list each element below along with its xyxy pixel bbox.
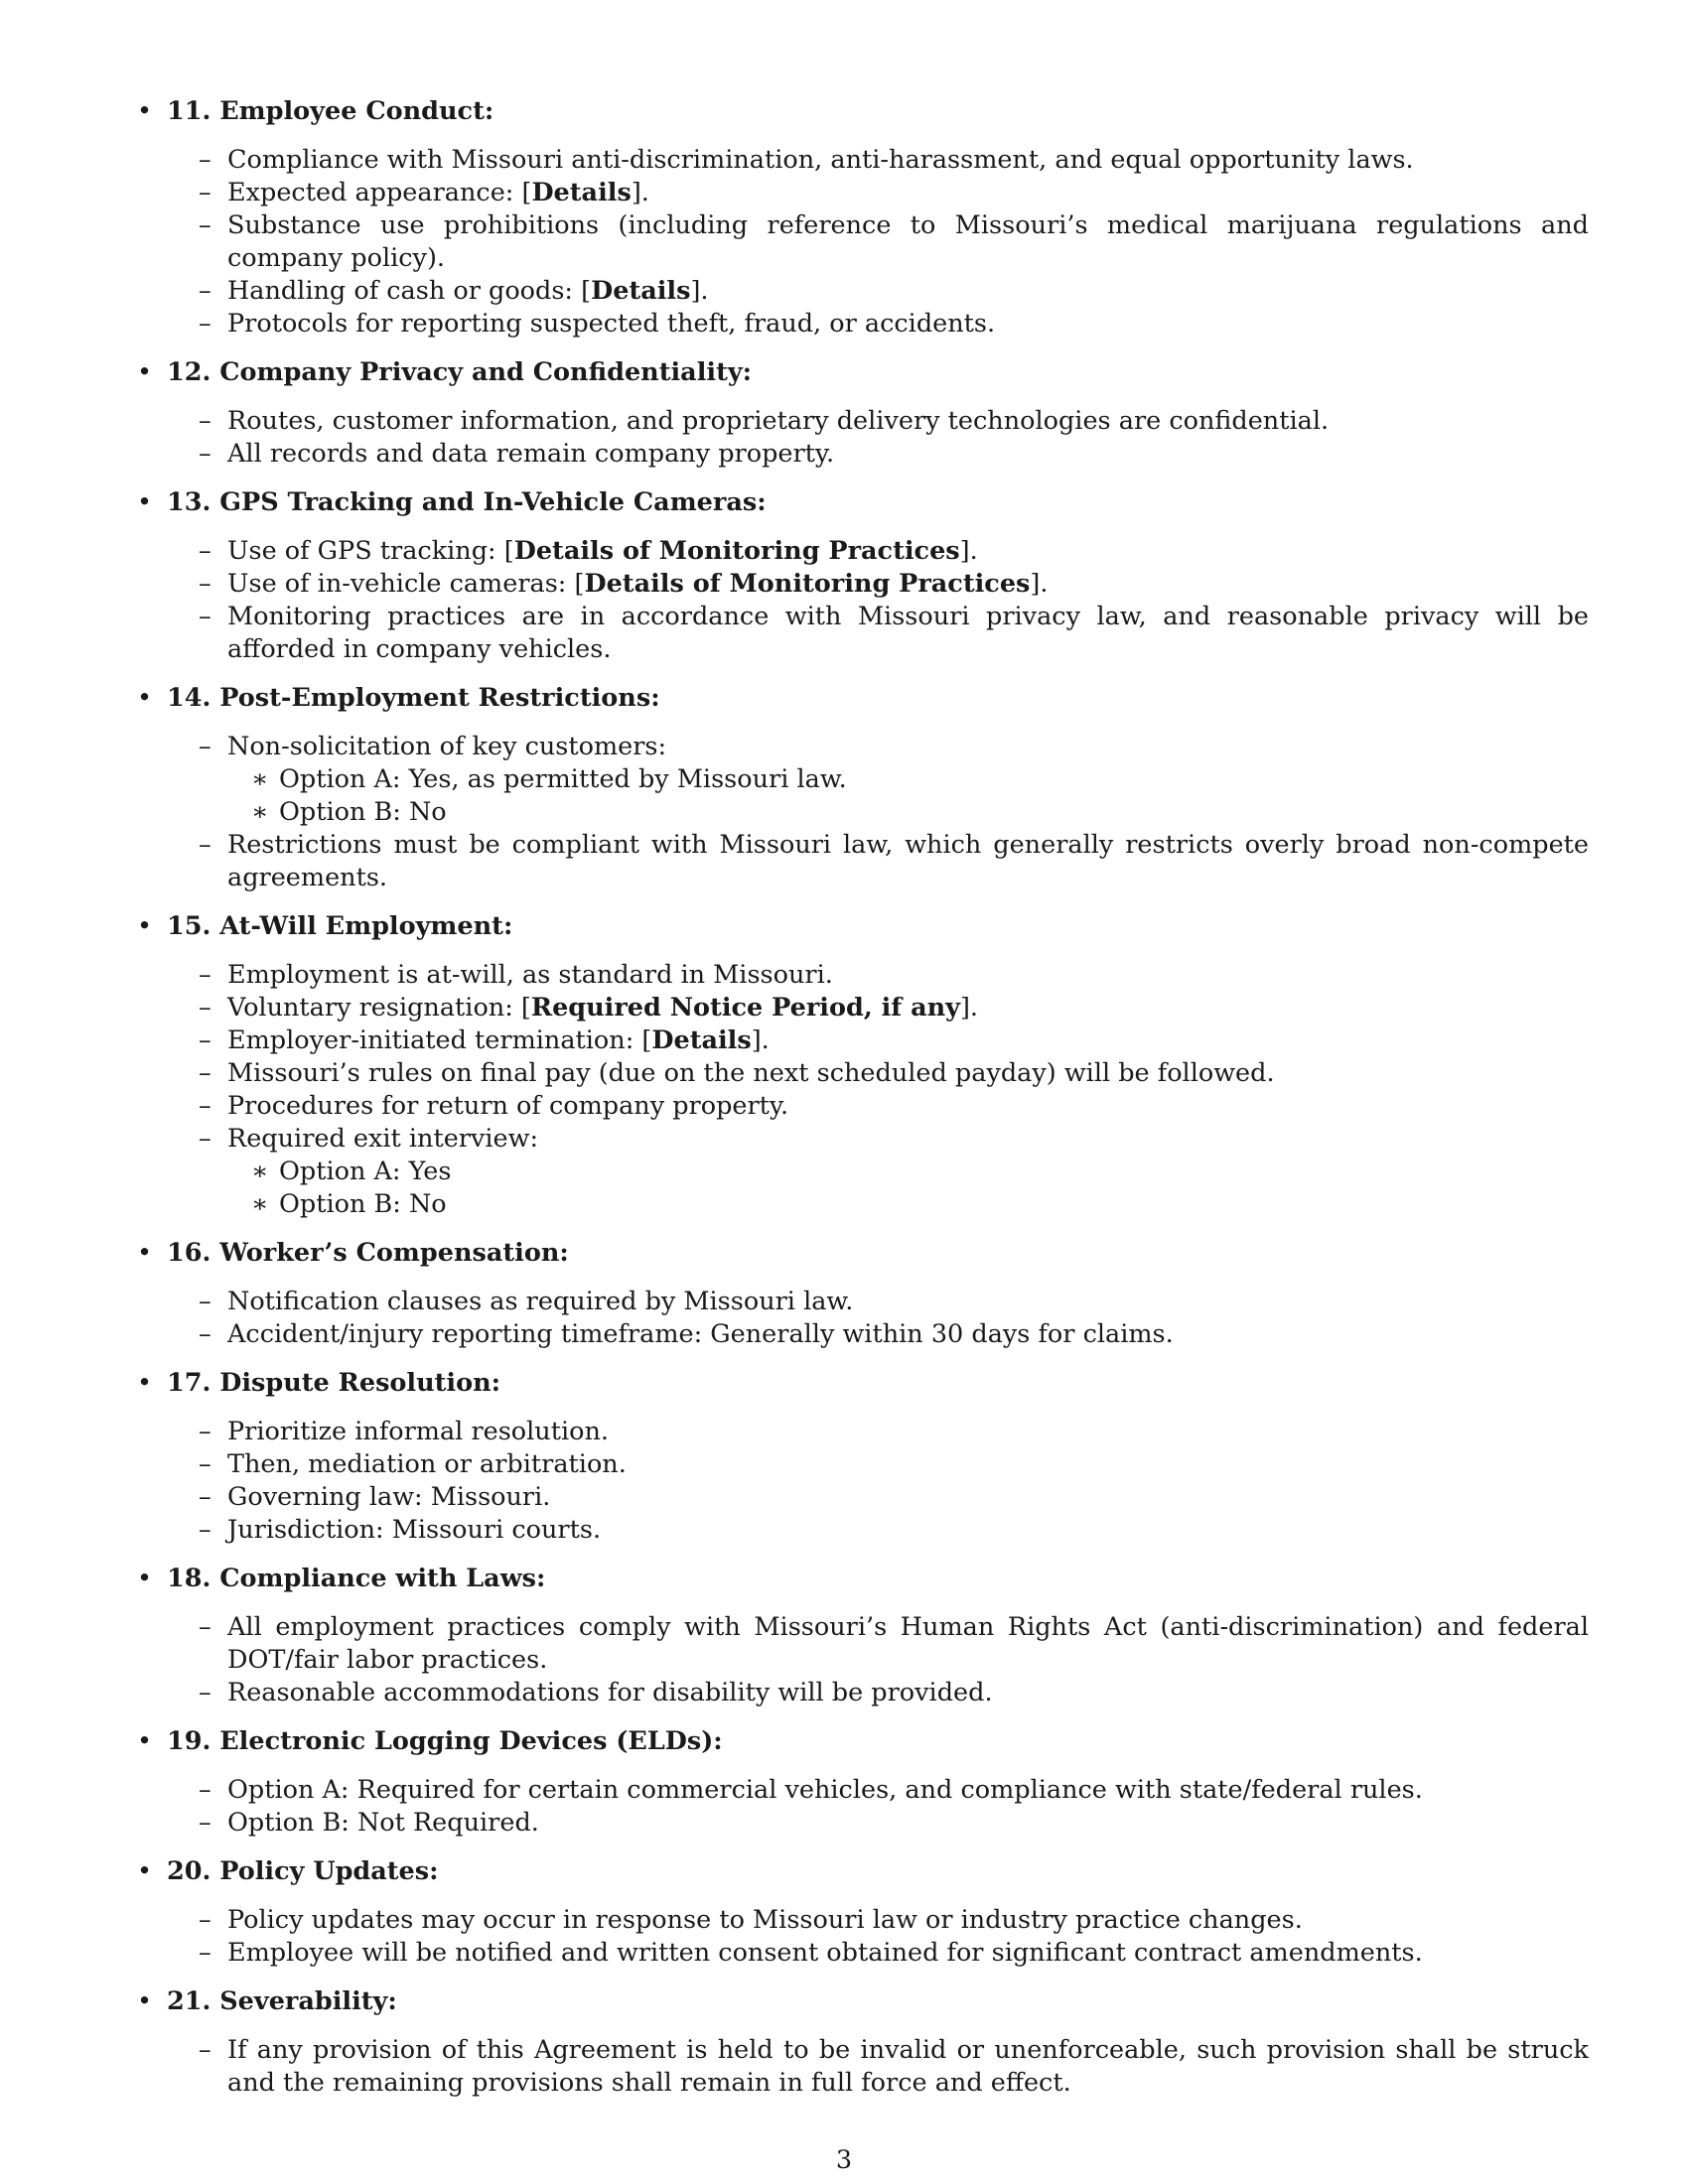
clause-item — [135, 959, 1589, 992]
placeholder-text: Required Notice Period, if any — [530, 993, 960, 1023]
section — [135, 1855, 1589, 1970]
clause-text: Accident/injury reporting timeframe: Generally within 30 days for claims. — [227, 1319, 1174, 1349]
clause-text: Employee will be notified and written consent obtained for significant contract amendments. — [227, 1938, 1423, 1968]
clause-item — [135, 1416, 1589, 1448]
clause-text: Use of in-vehicle cameras: [ — [227, 569, 585, 599]
clause-item — [135, 1774, 1589, 1807]
clause-item — [135, 144, 1589, 177]
section-heading: • 19. Electronic Logging Devices (ELDs): — [135, 1725, 1589, 1758]
clause-text: All records and data remain company property. — [227, 439, 835, 469]
clause-text: Missouri’s rules on final pay (due on the next scheduled payday) will be followed. — [227, 1058, 1275, 1088]
clause-item — [135, 1286, 1589, 1318]
section — [135, 682, 1589, 894]
clause-item — [135, 731, 1589, 829]
clause-text: Use of GPS tracking: [ — [227, 536, 514, 566]
section — [135, 486, 1589, 666]
clause-text: Protocols for reporting suspected theft, fraud, or accidents. — [227, 309, 996, 339]
clause-item — [135, 1448, 1589, 1481]
clause-item — [135, 601, 1589, 666]
clause-text: Required exit interview: — [227, 1124, 539, 1154]
clause-item — [135, 1318, 1589, 1351]
section — [135, 95, 1589, 341]
clause-item — [135, 1514, 1589, 1547]
clause-item — [135, 1937, 1589, 1970]
clause-text: Jurisdiction: Missouri courts. — [227, 1515, 602, 1545]
clause-text: Routes, customer information, and proprietary delivery technologies are confidential. — [227, 406, 1330, 436]
clause-text: Substance use prohibitions (including reference to Missouri’s medical marijuana regulations and company policy). — [227, 210, 1589, 273]
section-heading: • 14. Post-Employment Restrictions: — [135, 682, 1589, 715]
section — [135, 1563, 1589, 1709]
option-item: ∗ Option A: Yes, as permitted by Missouri law. — [227, 763, 1589, 796]
option-item: ∗ Option B: No — [227, 796, 1589, 829]
clause-text: Expected appearance: [ — [227, 178, 532, 207]
option-list — [227, 1156, 1589, 1221]
clause-list — [135, 1611, 1589, 1709]
clause-text: Option A: Required for certain commercial vehicles, and compliance with state/federal rules. — [227, 1775, 1423, 1805]
section — [135, 356, 1589, 471]
clause-text: ]. — [1030, 569, 1049, 599]
clause-text: Procedures for return of company property. — [227, 1091, 789, 1121]
clause-text: All employment practices comply with Missouri’s Human Rights Act (anti-discrimination) and federal DOT/fair labor practices. — [227, 1612, 1589, 1675]
clause-item — [135, 1677, 1589, 1709]
clause-text: Compliance with Missouri anti-discrimination, anti-harassment, and equal opportunity laws. — [227, 145, 1414, 175]
page-number: 3 — [835, 2145, 853, 2175]
section — [135, 1367, 1589, 1547]
clause-item — [135, 177, 1589, 209]
clause-item — [135, 1123, 1589, 1221]
section — [135, 910, 1589, 1221]
clause-item — [135, 2034, 1589, 2100]
section-heading: • 16. Worker’s Compensation: — [135, 1237, 1589, 1270]
clause-item — [135, 1090, 1589, 1123]
clause-item — [135, 1024, 1589, 1057]
placeholder-text: Details — [651, 1025, 752, 1055]
clause-text: Notification clauses as required by Missouri law. — [227, 1287, 854, 1316]
clause-text: ]. — [959, 536, 978, 566]
option-item: ∗ Option A: Yes — [227, 1156, 1589, 1188]
clause-text: Handling of cash or goods: [ — [227, 276, 592, 306]
clause-item — [135, 535, 1589, 568]
clause-item — [135, 829, 1589, 894]
clause-list — [135, 535, 1589, 666]
section-heading: • 15. At-Will Employment: — [135, 910, 1589, 943]
clause-item — [135, 275, 1589, 308]
clause-item — [135, 438, 1589, 471]
section-heading: • 12. Company Privacy and Confidentiality: — [135, 356, 1589, 389]
placeholder-text: Details of Monitoring Practices — [513, 536, 960, 566]
clause-text: Reasonable accommodations for disability will be provided. — [227, 1678, 993, 1707]
option-list — [227, 763, 1589, 829]
section — [135, 1985, 1589, 2100]
clause-item — [135, 1904, 1589, 1937]
clause-list — [135, 1286, 1589, 1351]
clause-text: ]. — [690, 276, 709, 306]
clause-text: Prioritize informal resolution. — [227, 1417, 610, 1446]
clause-text: Option B: Not Required. — [227, 1808, 539, 1838]
document-body — [135, 95, 1589, 2116]
clause-text: ]. — [631, 178, 649, 207]
clause-list — [135, 405, 1589, 471]
clause-text: Governing law: Missouri. — [227, 1482, 551, 1512]
section-heading: • 21. Severability: — [135, 1985, 1589, 2018]
clause-item — [135, 209, 1589, 275]
clause-item — [135, 1057, 1589, 1090]
clause-list — [135, 2034, 1589, 2100]
clause-item — [135, 568, 1589, 601]
section — [135, 1725, 1589, 1840]
clause-list — [135, 1416, 1589, 1547]
placeholder-text: Details — [531, 178, 632, 207]
clause-text: Monitoring practices are in accordance with Missouri privacy law, and reasonable privacy will be afforded in company vehicles. — [227, 602, 1589, 664]
clause-list — [135, 959, 1589, 1221]
clause-text: Voluntary resignation: [ — [227, 993, 531, 1023]
clause-text: Restrictions must be compliant with Missouri law, which generally restricts overly broad non-compete agreements. — [227, 830, 1589, 892]
clause-text: ]. — [959, 993, 979, 1023]
clause-item — [135, 405, 1589, 438]
placeholder-text: Details — [591, 276, 691, 306]
clause-item — [135, 308, 1589, 341]
section-heading: • 17. Dispute Resolution: — [135, 1367, 1589, 1400]
section-heading: • 13. GPS Tracking and In-Vehicle Cameras: — [135, 486, 1589, 519]
clause-text: ]. — [751, 1025, 770, 1055]
clause-text: Non-solicitation of key customers: — [227, 732, 667, 761]
clause-list — [135, 731, 1589, 894]
clause-text: Employment is at-will, as standard in Missouri. — [227, 960, 833, 990]
section-heading: • 11. Employee Conduct: — [135, 95, 1589, 128]
clause-item — [135, 992, 1589, 1024]
section — [135, 1237, 1589, 1351]
clause-item — [135, 1611, 1589, 1677]
clause-list — [135, 144, 1589, 341]
clause-list — [135, 1774, 1589, 1840]
placeholder-text: Details of Monitoring Practices — [584, 569, 1031, 599]
clause-text: Policy updates may occur in response to Missouri law or industry practice changes. — [227, 1905, 1303, 1935]
clause-text: Then, mediation or arbitration. — [227, 1449, 627, 1479]
clause-list — [135, 1904, 1589, 1970]
clause-text: Employer-initiated termination: [ — [227, 1025, 652, 1055]
option-item: ∗ Option B: No — [227, 1188, 1589, 1221]
clause-text: If any provision of this Agreement is held to be invalid or unenforceable, such provision shall be struck and the remaining provisions shall remain in full force and effect. — [227, 2035, 1589, 2098]
clause-item — [135, 1807, 1589, 1840]
clause-item — [135, 1481, 1589, 1514]
section-heading: • 18. Compliance with Laws: — [135, 1563, 1589, 1595]
section-heading: • 20. Policy Updates: — [135, 1855, 1589, 1888]
